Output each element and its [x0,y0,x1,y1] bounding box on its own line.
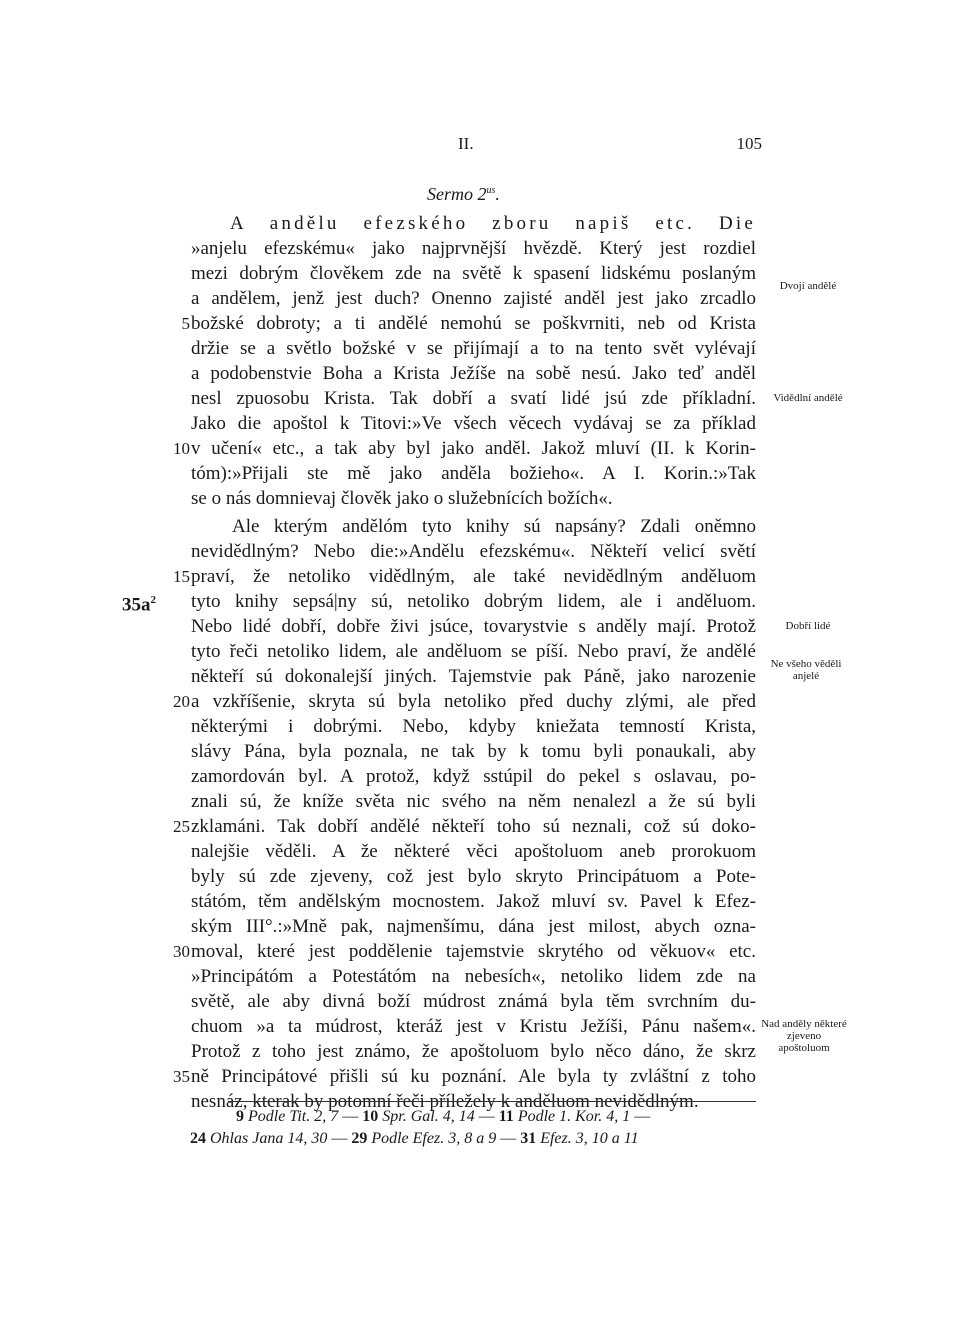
text-line: nevidědlným? Nebo die:»Andělu efezskému«. Někteří velicí světí [191,541,756,562]
text-line: se o nás domnievaj člověk jako o služebnících božích«. [191,488,613,509]
margin-note: Ne všeho věděli anjelé [770,658,842,682]
text-line: chuom »a ta múdrost, kteráž jest v Kristu Ježíši, Pánu našem«. [191,1016,756,1037]
text-line: nesl zpuosobu Krista. Tak dobří a svatí lidé jsú zde příkladní. [191,388,756,409]
line-number: 5 [181,314,190,333]
footnote-separator: — [474,1108,499,1125]
footnote-line-ref: 24 [190,1130,206,1147]
footnote-line [236,1106,756,1128]
footnote-separator: — [496,1130,521,1147]
text-line: tyto řeči netoliko lidem, ale anděluom se píší. Nebo praví, že andělé [191,641,756,662]
line-number: 25 [173,817,190,836]
line-number: 10 [173,439,190,458]
text-line: »anjelu efezskému« jako najprvnější hvězdě. Který jest rozdiel [191,238,756,259]
footnote-line-ref: 9 [236,1108,244,1125]
text-line: slávy Pána, byla poznala, ne tak by k tomu byli ponaukali, aby [191,741,756,762]
sermo-superscript: us [486,185,496,196]
footnote-citation: Ohlas Jana 14, 30 [210,1130,328,1147]
text-line: byly sú zde zjeveny, což jest bylo skryto Principátuom a Pote- [191,866,756,887]
text-line: Protož z toho jest známo, že apoštoluom bylo něco dáno, že skrz [191,1041,756,1062]
footnote-citation: Efez. 3, 10 a 11 [540,1130,639,1147]
text-line: a podobenstvie Boha a Krista Ježíše na sobě nesú. Jako teď anděl [191,363,756,384]
footnote-citation: Podle Tit. 2, 7 [248,1108,339,1125]
margin-note: Dobří lidé [785,620,831,632]
text-line: Nebo lidé dobří, dobře živi jsúce, tovarystvie s anděly mají. Protož [191,616,756,637]
footnote-citation: Podle Efez. 3, 8 a 9 [371,1130,497,1147]
text-line: v učení« etc., a tak aby byl jako anděl. Jakož mluví (II. k Korin- [191,438,756,459]
line-number: 35 [173,1067,190,1086]
text-line: držie se a světlo božské v se přijímají a to na tento svět vylévají [191,338,756,359]
text-line: tyto knihy sepsá|ny sú, netoliko dobrým lidem, ale i anděluom. [191,591,756,612]
text-line: mezi dobrým člověkem zde na světě k spasení lidskému poslaným [191,263,756,284]
text-line: státóm, těm andělským mocnostem. Jakož mluví sv. Pavel k Efez- [191,891,756,912]
text-line: některými i dobrými. Nebo, kdyby kniežata temností Krista, [191,716,756,737]
margin-note: Nad anděly některé zjeveno apoštoluom [761,1018,847,1054]
text-line: a vzkříšenie, skryta sú byla netoliko před duchy zlými, ale před [191,691,756,712]
footnote-line-ref: 11 [498,1108,514,1125]
text-line: ským III°.:»Mně pak, najmenšímu, dána jest milost, abych ozna- [191,916,756,937]
line-number: 30 [173,942,190,961]
footnote-line-ref: 10 [362,1108,379,1125]
text-line: »Principátóm a Potestátóm na nebesích«, netoliko lidem zde na [191,966,756,987]
margin-note: Vidědlní andělé [773,392,843,404]
text-line: božské dobroty; a ti andělé nemohú se poškvrniti, neb od Krista [191,313,756,334]
sermo-dot: . [495,184,500,204]
text-line: ně Principátové přišli sú ku poznání. Ale byla ty zvláštní z toho [191,1066,756,1087]
line-number: 20 [173,692,190,711]
folio-superscript: 2 [150,594,156,606]
text-line: znali sú, že kníže světa nic svého na něm nenalezl a že sú byli [191,791,756,812]
sermo-heading [427,184,500,205]
text-line: Ale kterým andělóm tyto knihy sú napsány? Zdali oněmno [232,516,756,537]
text-line: nesnáz, kterak by potomní řeči příležely k anděluom nevidědlným. [191,1091,699,1112]
folio-main: 35a [122,594,151,616]
line-number: 15 [173,567,190,586]
footnote-separator: — [327,1130,352,1147]
text-line: světě, ale aby divná boží múdrost známá byla těm svrchním du- [191,991,756,1012]
text-line: nalejšie věděli. A že některé věci apoštoluom aneb prorokuom [191,841,756,862]
text-line: praví, že netoliko vidědlným, ale také nevidědlným anděluom [191,566,756,587]
text-line: Jako die apoštol k Titovi:»Ve všech věcech vydávaj se za příklad [191,413,756,434]
text-line: zamordován byl. A protož, když sstúpil do pekel s oslavau, po- [191,766,756,787]
text-line: A andělu efezského zboru napiš etc. Die [230,213,756,234]
text-line: tóm):»Přijali ste mě jako anděla božieho«. A I. Korin.:»Tak [191,463,756,484]
footnote-citation: Spr. Gal. 4, 14 [382,1108,475,1125]
footnote-line [190,1128,758,1150]
footnote-divider [228,1101,756,1102]
footnote-line-ref: 29 [351,1130,368,1147]
text-line: zklamáni. Tak dobří andělé někteří toho sú neznali, což sú doko- [191,816,756,837]
footnote-citation: Podle 1. Kor. 4, 1 [517,1108,631,1125]
footnote-line-ref: 31 [520,1130,537,1147]
text-line: někteří sú dokonalejší jiných. Tajemstvie pak Páně, jako narozenie [191,666,756,687]
chapter-number: II. [458,134,474,153]
folio-reference [122,588,156,617]
text-line: a andělem, jenž jest duch? Onenno zajisté anděl jest jako zrcadlo [191,288,756,309]
sermo-text: Sermo 2 [427,184,487,204]
page-number: 105 [736,134,762,153]
footnote-separator: — [338,1108,363,1125]
text-line: moval, které jest poddělenie tajemstvie skrytého od věkuov« etc. [191,941,756,962]
footnote-separator: — [630,1108,651,1125]
margin-note: Dvojí andělé [779,280,837,292]
